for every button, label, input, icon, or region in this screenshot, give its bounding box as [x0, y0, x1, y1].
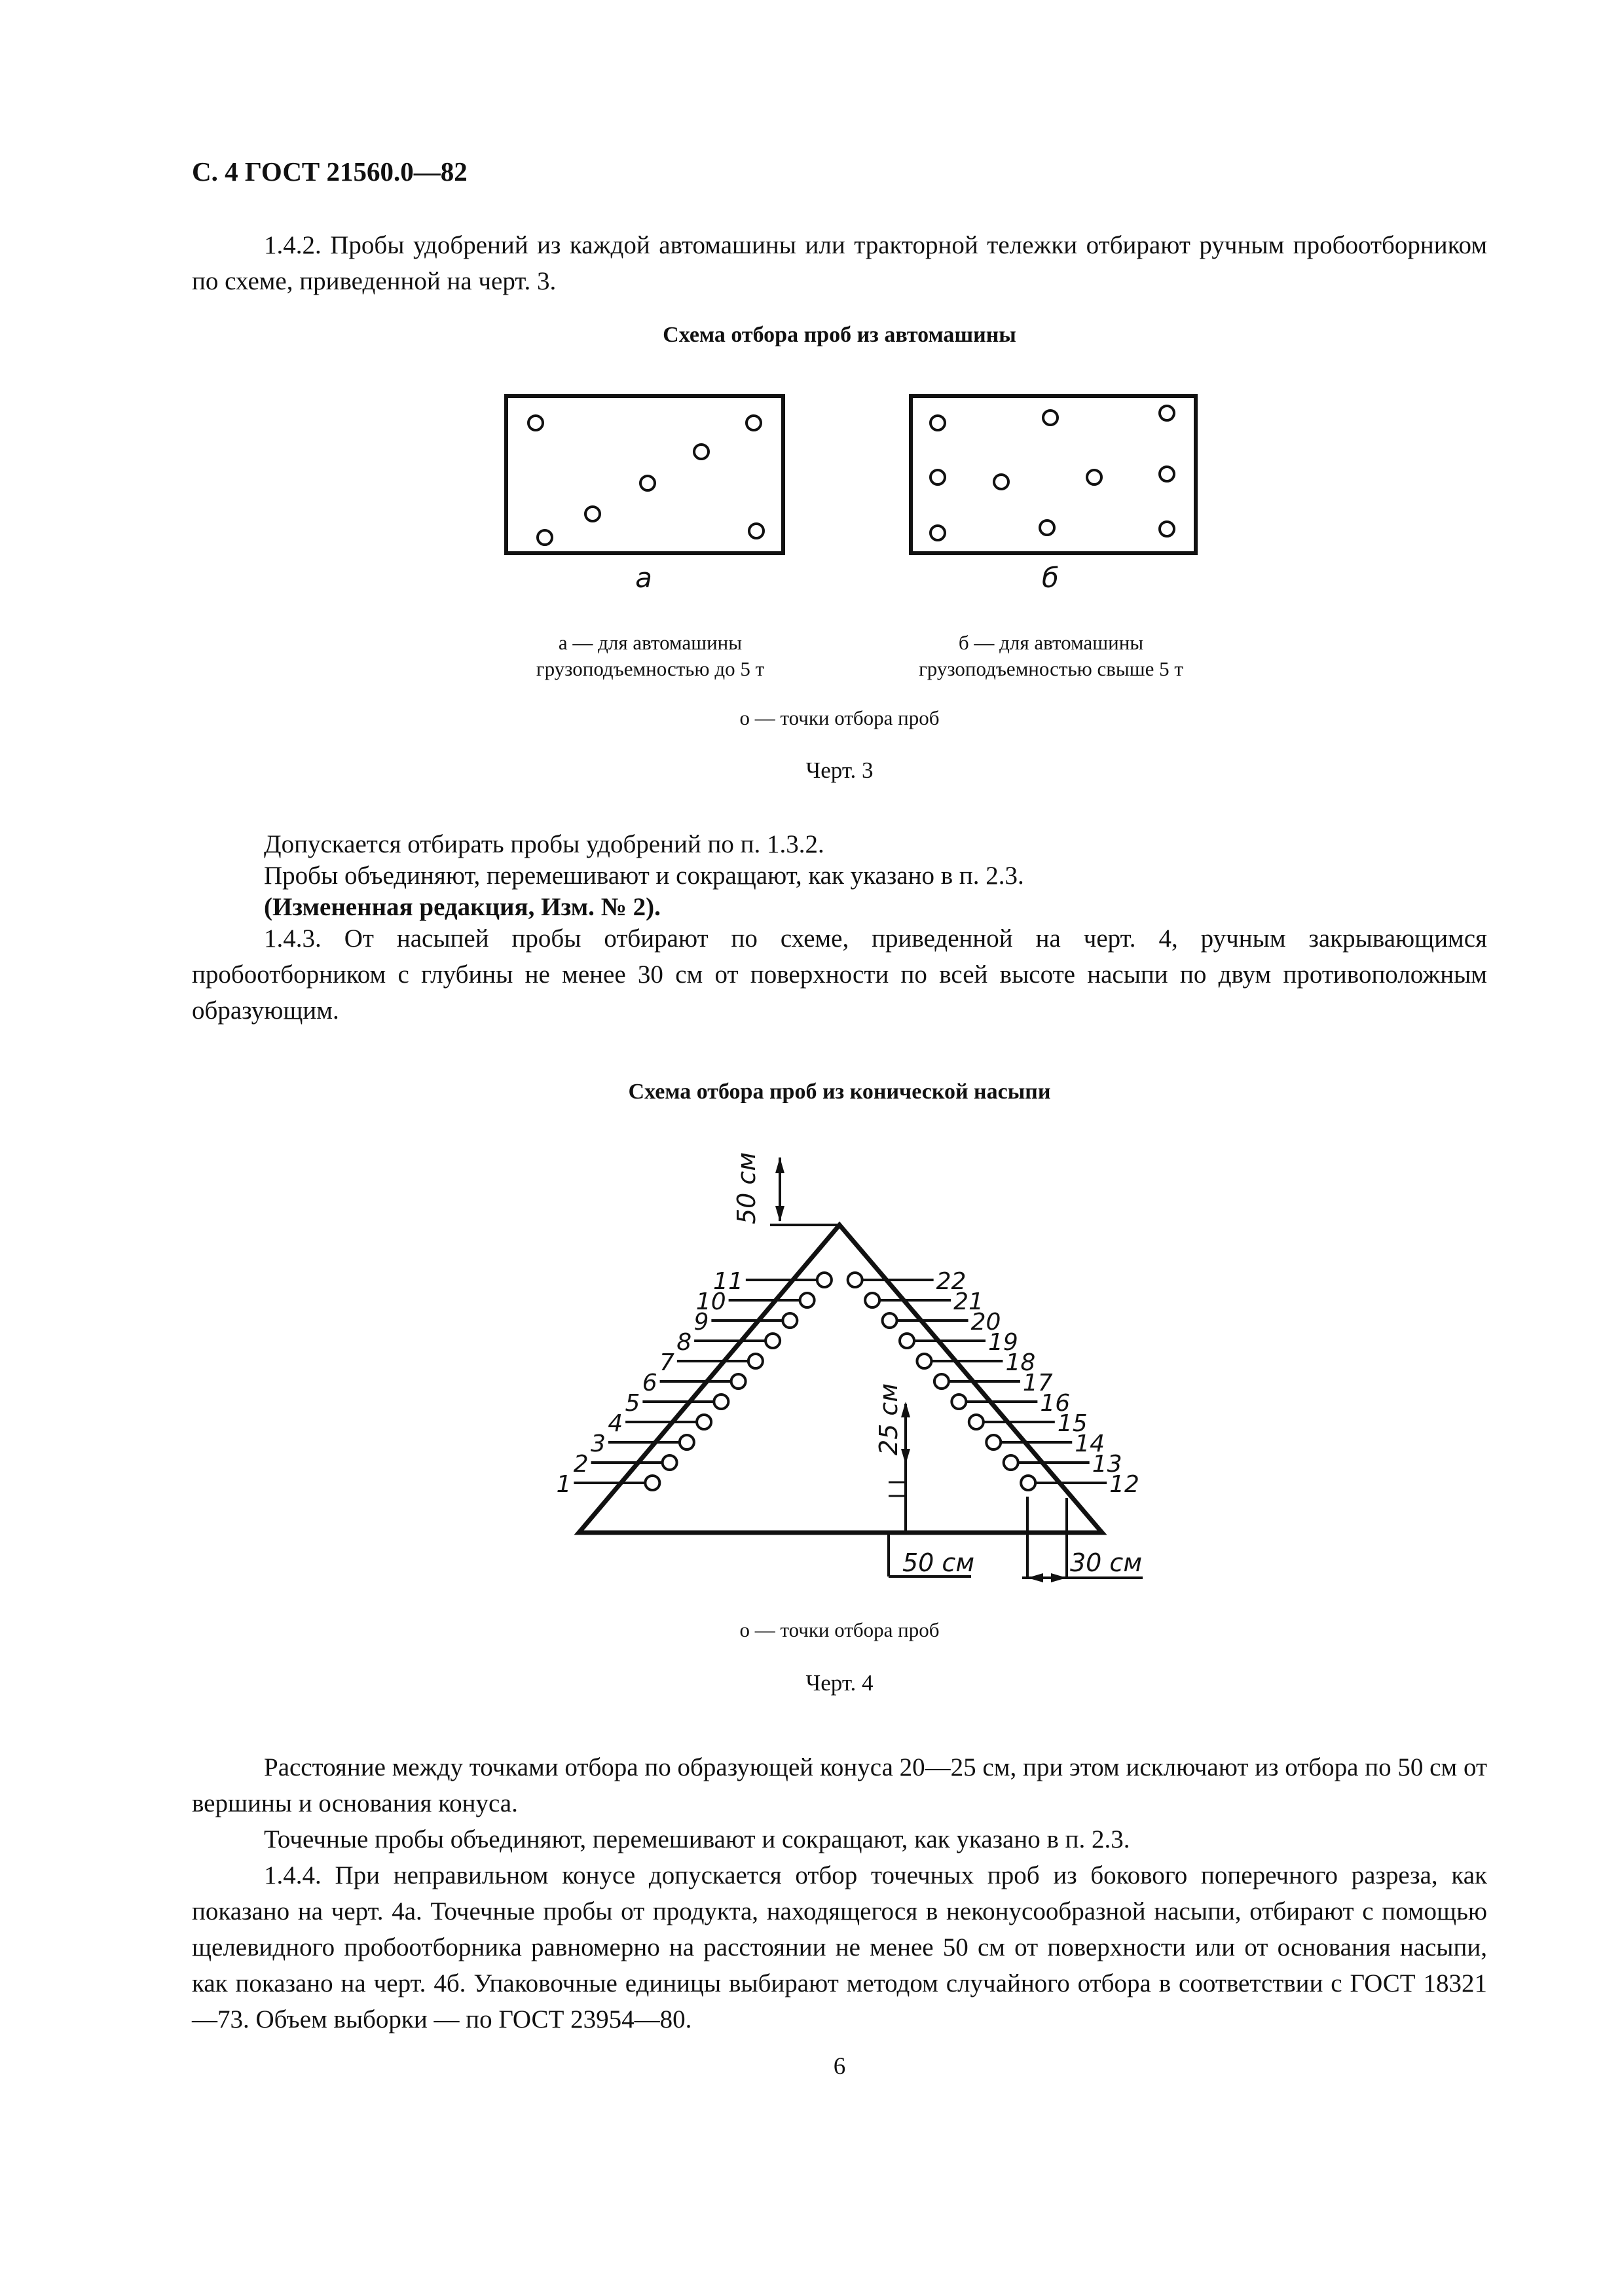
sample-number-left: 11	[713, 1268, 743, 1295]
sample-number-right: 14	[1075, 1430, 1105, 1457]
sample-number-left: 3	[590, 1430, 606, 1457]
sample-point	[680, 1435, 694, 1449]
paragraph-1-4-3: 1.4.3. От насыпей пробы отбирают по схеме, приведенной на черт. 4, ручным закрывающимся пробоотборником с глубины не менее 30 см от поверхности по всей высоте насыпи по двум противоположным образующим.	[192, 924, 1487, 1025]
sample-point	[848, 1273, 862, 1287]
sample-point	[1021, 1476, 1035, 1490]
sample-point	[951, 1394, 966, 1409]
sample-number-left: 2	[573, 1451, 589, 1478]
sample-point	[663, 1455, 677, 1470]
sample-point	[934, 1374, 949, 1389]
arrow-head	[1027, 1573, 1043, 1582]
sample-point	[765, 1334, 780, 1348]
right-rungs	[848, 1268, 1139, 1498]
figure-3-legend: о — точки отбора проб	[739, 706, 940, 729]
sample-point	[731, 1374, 746, 1389]
sample-point	[865, 1293, 879, 1307]
sample-point	[986, 1435, 1001, 1449]
sample-number-left: 7	[659, 1349, 674, 1376]
sample-number-right: 13	[1092, 1451, 1122, 1478]
figure-3-name: Черт. 3	[805, 757, 874, 783]
sample-number-left: 8	[676, 1329, 692, 1356]
sample-number-right: 15	[1057, 1410, 1088, 1437]
text-line-combine: Пробы объединяют, перемешивают и сокращают, как указано в п. 2.3.	[264, 862, 1024, 890]
sample-point	[917, 1354, 931, 1368]
sample-point	[969, 1415, 984, 1429]
sample-number-right: 19	[988, 1329, 1018, 1356]
figure-3-label-b: б	[1042, 562, 1059, 594]
figure-4-title: Схема отбора проб из конической насыпи	[628, 1080, 1051, 1104]
sample-point	[900, 1334, 914, 1348]
sample-number-left: 1	[556, 1471, 572, 1498]
text-line-allowed: Допускается отбирать пробы удобрений по п. 1.3.2.	[264, 830, 824, 858]
sample-number-right: 16	[1040, 1390, 1071, 1417]
left-rungs	[556, 1268, 831, 1498]
sample-number-right: 18	[1005, 1349, 1036, 1376]
sample-number-left: 6	[642, 1370, 657, 1396]
paragraph-1-4-2: 1.4.2. Пробы удобрений из каждой автомашины или тракторной тележки отбирают ручным пробоотборником по схеме, приведенной на черт. 3.	[192, 231, 1487, 295]
paragraph-distance: Расстояние между точками отбора по образующей конуса 20—25 см, при этом исключают из отбора по 50 см от вершины и основания конуса.	[192, 1753, 1487, 1817]
dim-inner-label: 25 см	[874, 1383, 903, 1455]
arrow-head	[775, 1206, 784, 1222]
sample-point	[817, 1273, 832, 1287]
sample-point	[883, 1313, 897, 1328]
figure-4-legend: о — точки отбора проб	[739, 1618, 940, 1641]
sample-number-left: 9	[693, 1309, 709, 1336]
sample-point	[697, 1415, 711, 1429]
sample-number-right: 17	[1022, 1370, 1053, 1396]
sample-number-right: 22	[936, 1268, 967, 1295]
page-header: С. 4 ГОСТ 21560.0—82	[192, 156, 468, 187]
page-number: 6	[833, 2053, 846, 2080]
arrow-head	[775, 1157, 784, 1173]
dim-depth-label: 30 см	[1070, 1548, 1142, 1577]
sample-point	[748, 1354, 763, 1368]
sample-number-left: 4	[608, 1410, 623, 1437]
sample-number-right: 21	[953, 1288, 984, 1315]
sample-number-right: 20	[970, 1309, 1001, 1336]
arrow-head	[1051, 1573, 1067, 1582]
sample-point	[800, 1293, 815, 1307]
sample-point	[783, 1313, 797, 1328]
text-line-point-samples: Точечные пробы объединяют, перемешивают и сокращают, как указано в п. 2.3.	[264, 1825, 1130, 1853]
sample-number-right: 12	[1109, 1471, 1139, 1498]
sample-point	[714, 1394, 728, 1409]
dim-top-label: 50 см	[732, 1152, 761, 1224]
figure-3-label-a: а	[635, 562, 652, 594]
sample-point	[645, 1476, 659, 1490]
paragraph-1-4-4: 1.4.4. При неправильном конусе допускается отбор точечных проб из бокового поперечного разреза, как показано на черт. 4а. Точечные пробы от продукта, находящегося в неконусообразной насыпи, отбирают с помощью щелевидного пробоотборника равномерно на расстоянии не менее 50 см от поверхности или от основания насыпи, как показано на черт. 4б. Упаковочные единицы выбирают методом случайного отбора в соответствии с ГОСТ 18321—73. Объем выборки — по ГОСТ 23954—80.	[192, 1861, 1487, 2033]
figure-3-title: Схема отбора проб из автомашины	[663, 323, 1016, 347]
sample-number-left: 5	[625, 1390, 640, 1417]
figure-3-caption-b: б — для автомашины грузоподъемностью свыше 5 т	[919, 631, 1183, 680]
text-line-revision: (Измененная редакция, Изм. № 2).	[264, 893, 661, 921]
sample-point	[1004, 1455, 1018, 1470]
sample-number-left: 10	[695, 1288, 726, 1315]
dim-base-label: 50 см	[902, 1548, 974, 1577]
figure-4-name: Черт. 4	[805, 1670, 874, 1696]
figure-3-caption-a: а — для автомашины грузоподъемностью до 5 т	[536, 631, 765, 680]
